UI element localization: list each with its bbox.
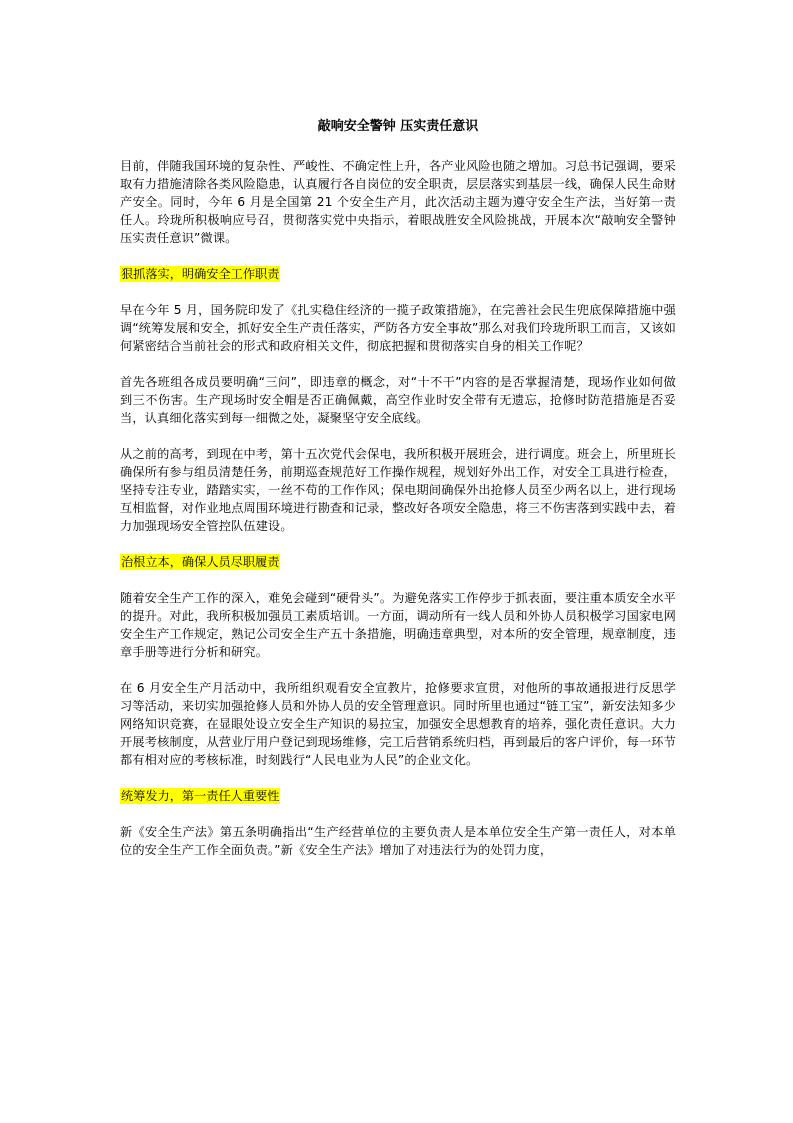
section-heading-2-text: 治根立本，确保人员尽职履责 bbox=[121, 555, 280, 569]
section-heading-3-text: 统筹发力，第一责任人重要性 bbox=[121, 789, 280, 803]
section-heading-2 bbox=[120, 553, 676, 571]
section-heading-1-text: 狠抓落实，明确安全工作职责 bbox=[121, 267, 280, 281]
paragraph-policy: 早在今年 5 月，国务院印发了《扎实稳住经济的一揽子政策措施》，在完善社会民生兜底保障措施中强调“统筹发展和安全，抓好安全生产责任落实，严防各方安全事故”那么对我们玲珑所职工而言，又该如何紧密结合当前社会的形式和政府相关文件，彻底把握和贯彻落实自身的相关工作呢？ bbox=[120, 303, 676, 353]
section-heading-1 bbox=[120, 265, 676, 283]
section-heading-3 bbox=[120, 787, 676, 805]
paragraph-safety-month: 在 6 月安全生产月活动中，我所组织观看安全宣教片，抢修要求宣贯，对他所的事故通报进行反思学习等活动，来切实加强抢修人员和外协人员的安全管理意识。同时所里也通过“链工宝”，新安法知多少网络知识竞赛，在显眼处设立安全生产知识的易拉宝，加强安全思想教育的培养，强化责任意识。大力开展考核制度，从营业厅用户登记到现场维修，完工后营销系统归档，再到最后的客户评价，每一环节都有相对应的考核标准，时刻践行“人民电业为人民”的企业文化。 bbox=[120, 681, 676, 767]
paragraph-safety-law: 新《安全生产法》第五条明确指出“生产经营单位的主要负责人是本单位安全生产第一责任人，对本单位的安全生产工作全面负责。”新《安全生产法》增加了对违法行为的处罚力度， bbox=[120, 825, 676, 857]
paragraph-intro: 目前，伴随我国环境的复杂性、严峻性、不确定性上升，各产业风险也随之增加。习总书记强调，要采取有力措施清除各类风险隐患，认真履行各自岗位的安全职责，层层落实到基层一线，确保人民生命财产安全。同时，今年 6 月是全国第 21 个安全生产月，此次活动主题为遵守安全生产法，当好第一责任人。玲珑所积极响应号召，贯彻落实党中央指示，着眼战胜安全风险挑战，开展本次“敲响安全警钟 压实责任意识”微课。 bbox=[120, 159, 676, 245]
document-page bbox=[120, 118, 676, 877]
paragraph-power-assurance: 从之前的高考，到现在中考，第十五次党代会保电，我所积极开展班会，进行调度。班会上，所里班长确保所有参与组员清楚任务，前期巡查规范好工作操作规程，规划好外出工作，对安全工具进行检查，坚持专注专业，踏踏实实，一丝不苟的工作作风；保电期间确保外出抢修人员至少两名以上，进行现场互相监督，对作业地点周围环境进行勘查和记录，整改好各项安全隐患，将三不伤害落到实践中去，着力加强现场安全管控队伍建设。 bbox=[120, 447, 676, 533]
paragraph-three-questions: 首先各班组各成员要明确“三问”，即违章的概念，对“十不干”内容的是否掌握清楚，现场作业如何做到三不伤害。生产现场时安全帽是否正确佩戴，高空作业时安全带有无遗忘，抢修时防范措施是否妥当，认真细化落实到每一细微之处，凝聚坚守安全底线。 bbox=[120, 375, 676, 425]
document-title: 敲响安全警钟 压实责任意识 bbox=[317, 119, 479, 134]
paragraph-training: 随着安全生产工作的深入，难免会碰到“硬骨头”。为避免落实工作停步于抓表面，要注重本质安全水平的提升。对此，我所积极加强员工素质培训。一方面，调动所有一线人员和外协人员积极学习国家电网安全生产工作规定，熟记公司安全生产五十条措施，明确违章典型，对本所的安全管理，规章制度，违章手册等进行分析和研究。 bbox=[120, 591, 676, 659]
